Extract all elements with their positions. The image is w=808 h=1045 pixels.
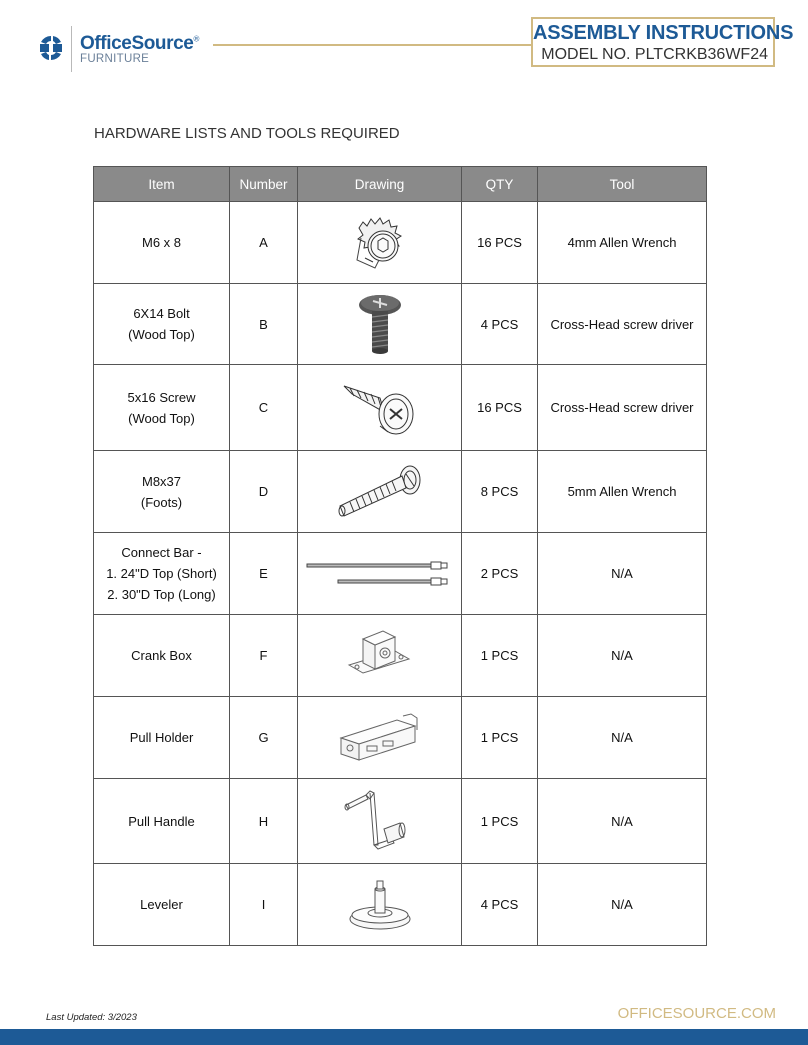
table-header-row bbox=[94, 167, 707, 202]
drawing-cell bbox=[298, 697, 462, 779]
item-cell: 5x16 Screw (Wood Top) bbox=[94, 365, 230, 451]
leveler-icon bbox=[345, 875, 415, 935]
table-row bbox=[94, 697, 707, 779]
title-box bbox=[531, 17, 794, 67]
logo-divider bbox=[71, 26, 72, 72]
table-row bbox=[94, 533, 707, 615]
qty-cell: 16 PCS bbox=[462, 202, 538, 284]
qty-cell: 4 PCS bbox=[462, 284, 538, 365]
header-rule bbox=[213, 44, 531, 46]
brand-logo bbox=[38, 26, 218, 74]
drawing-cell bbox=[298, 451, 462, 533]
drawing-cell bbox=[298, 202, 462, 284]
hardware-table bbox=[93, 166, 707, 946]
number-cell: A bbox=[230, 202, 298, 284]
item-cell: Crank Box bbox=[94, 615, 230, 697]
footer-bar bbox=[0, 1029, 808, 1045]
document-title: ASSEMBLY INSTRUCTIONS bbox=[533, 22, 794, 44]
last-updated: Last Updated: 3/2023 bbox=[46, 1012, 137, 1023]
qty-cell: 16 PCS bbox=[462, 365, 538, 451]
drawing-cell bbox=[298, 615, 462, 697]
crank-box-icon bbox=[345, 625, 415, 687]
drawing-cell bbox=[298, 533, 462, 615]
table-row bbox=[94, 284, 707, 365]
item-cell: Pull Holder bbox=[94, 697, 230, 779]
section-title: HARDWARE LISTS AND TOOLS REQUIRED bbox=[94, 125, 400, 142]
col-header-tool: Tool bbox=[538, 167, 707, 202]
brand-name: OfficeSource® bbox=[80, 33, 199, 54]
wood-screw-icon bbox=[340, 376, 420, 440]
item-cell: M8x37 (Foots) bbox=[94, 451, 230, 533]
website-link[interactable]: OFFICESOURCE.COM bbox=[617, 1005, 776, 1022]
number-cell: C bbox=[230, 365, 298, 451]
tool-cell: Cross-Head screw driver bbox=[538, 365, 707, 451]
item-cell: 6X14 Bolt (Wood Top) bbox=[94, 284, 230, 365]
table-row bbox=[94, 451, 707, 533]
drawing-cell bbox=[298, 365, 462, 451]
item-cell: Connect Bar - 1. 24"D Top (Short) 2. 30"D Top (Long) bbox=[94, 533, 230, 615]
long-bolt-icon bbox=[332, 462, 428, 522]
qty-cell: 1 PCS bbox=[462, 779, 538, 864]
tool-cell: N/A bbox=[538, 615, 707, 697]
table-row bbox=[94, 615, 707, 697]
number-cell: G bbox=[230, 697, 298, 779]
tool-cell: N/A bbox=[538, 779, 707, 864]
pull-handle-icon bbox=[340, 783, 420, 859]
number-cell: F bbox=[230, 615, 298, 697]
qty-cell: 1 PCS bbox=[462, 697, 538, 779]
item-cell: Leveler bbox=[94, 864, 230, 946]
tool-cell: N/A bbox=[538, 864, 707, 946]
tool-cell: N/A bbox=[538, 697, 707, 779]
brand-subtitle: FURNITURE bbox=[80, 53, 150, 65]
connect-bar-icon bbox=[305, 559, 455, 589]
number-cell: D bbox=[230, 451, 298, 533]
tool-cell: Cross-Head screw driver bbox=[538, 284, 707, 365]
col-header-item: Item bbox=[94, 167, 230, 202]
cam-lock-nut-icon bbox=[345, 208, 415, 278]
table-row bbox=[94, 365, 707, 451]
tool-cell: 4mm Allen Wrench bbox=[538, 202, 707, 284]
col-header-number: Number bbox=[230, 167, 298, 202]
col-header-qty: QTY bbox=[462, 167, 538, 202]
drawing-cell bbox=[298, 284, 462, 365]
tool-cell: 5mm Allen Wrench bbox=[538, 451, 707, 533]
item-cell: Pull Handle bbox=[94, 779, 230, 864]
tool-cell: N/A bbox=[538, 533, 707, 615]
drawing-cell bbox=[298, 864, 462, 946]
qty-cell: 2 PCS bbox=[462, 533, 538, 615]
number-cell: B bbox=[230, 284, 298, 365]
drawing-cell bbox=[298, 779, 462, 864]
table-row bbox=[94, 864, 707, 946]
col-header-drawing: Drawing bbox=[298, 167, 462, 202]
number-cell: I bbox=[230, 864, 298, 946]
pull-holder-icon bbox=[337, 710, 423, 766]
cross-head-bolt-icon bbox=[355, 291, 405, 357]
qty-cell: 1 PCS bbox=[462, 615, 538, 697]
brand-logo-icon bbox=[38, 34, 64, 62]
item-cell: M6 x 8 bbox=[94, 202, 230, 284]
table-row bbox=[94, 202, 707, 284]
qty-cell: 4 PCS bbox=[462, 864, 538, 946]
model-number: MODEL NO. PLTCRKB36WF24 bbox=[541, 46, 768, 63]
table-row bbox=[94, 779, 707, 864]
qty-cell: 8 PCS bbox=[462, 451, 538, 533]
number-cell: E bbox=[230, 533, 298, 615]
number-cell: H bbox=[230, 779, 298, 864]
